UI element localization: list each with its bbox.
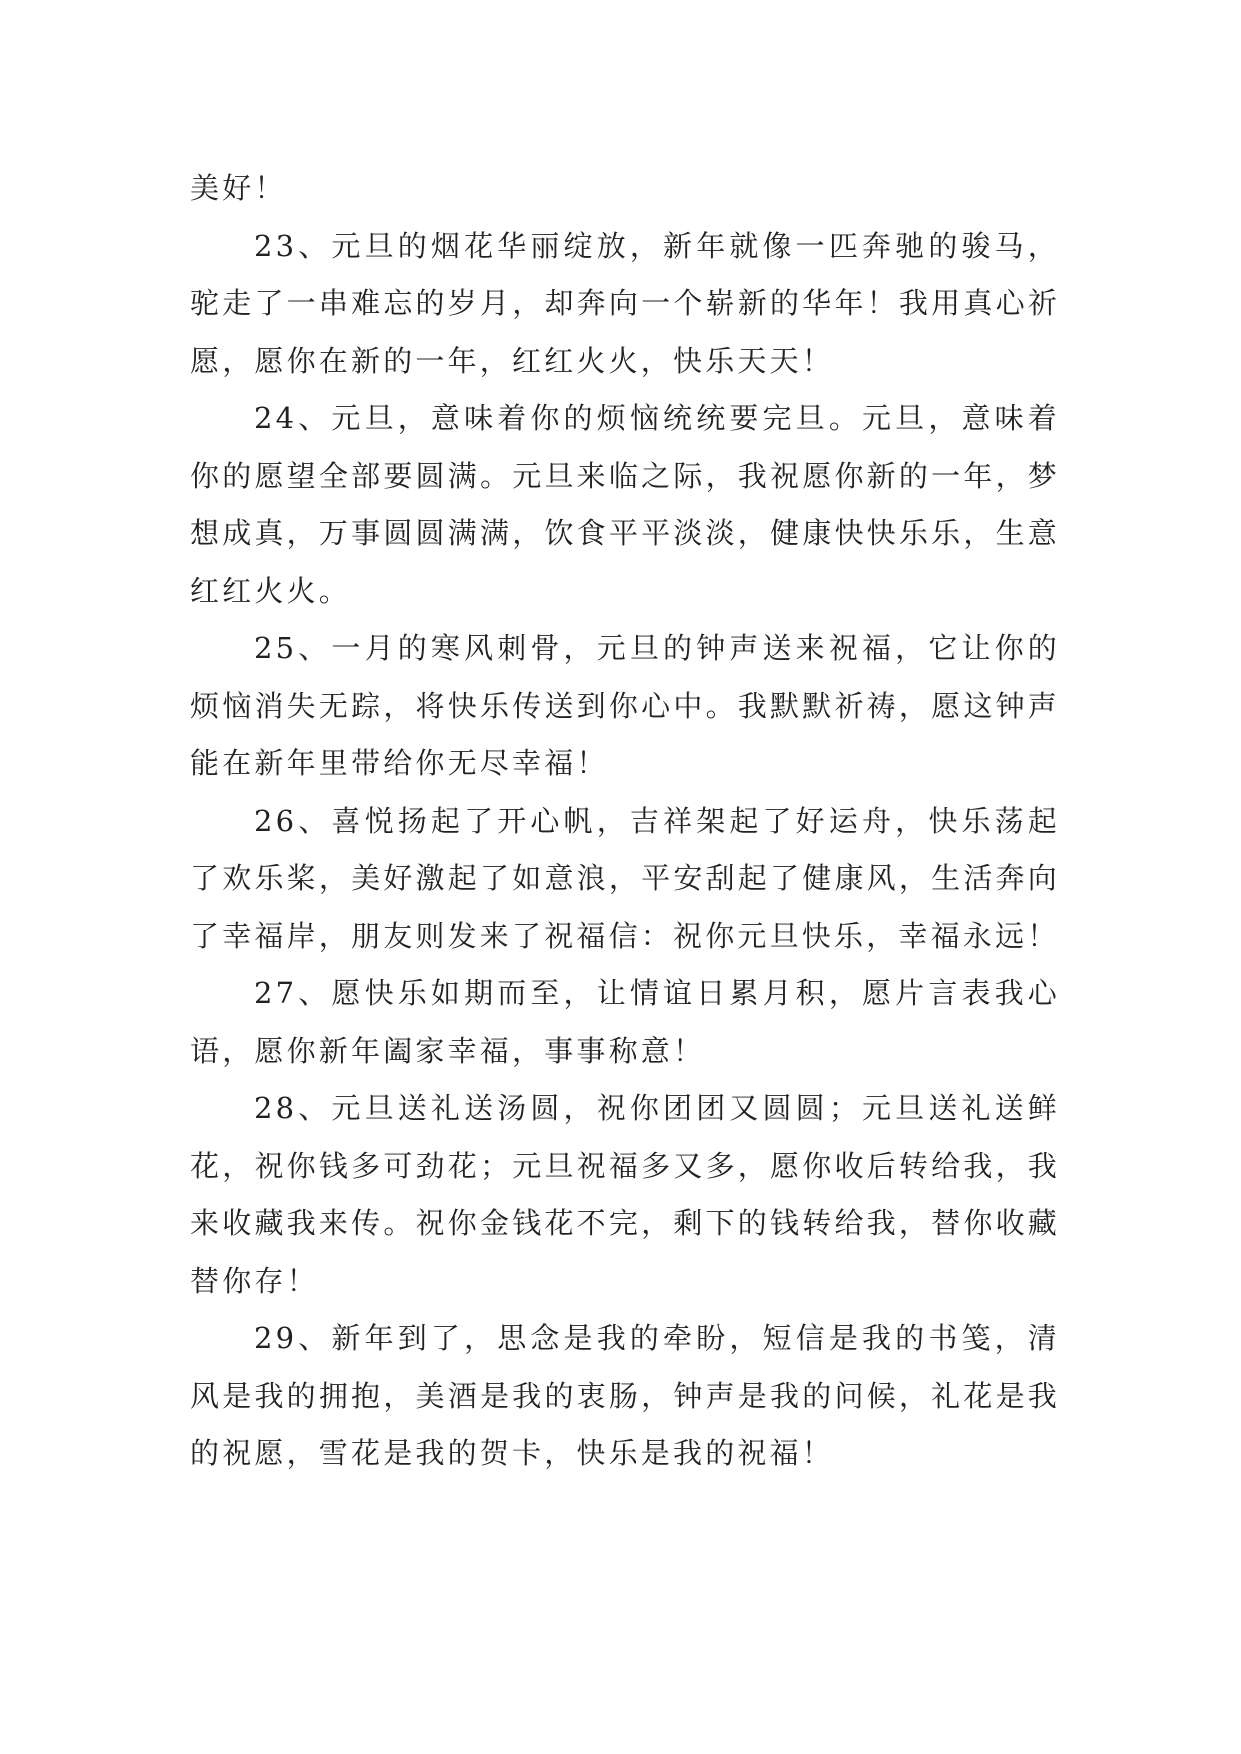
- paragraph-continuation: 美好！: [190, 171, 287, 205]
- paragraph-26: 26、喜悦扬起了开心帆，吉祥架起了好运舟，快乐荡起了欢乐桨，美好激起了如意浪，平安刮起了健康风，生活奔向了幸福岸，朋友则发来了祝福信：祝你元旦快乐，幸福永远！: [190, 803, 1060, 953]
- paragraph-25: 25、一月的寒风刺骨，元旦的钟声送来祝福，它让你的烦恼消失无踪，将快乐传送到你心中。我默默祈祷，愿这钟声能在新年里带给你无尽幸福！: [190, 631, 1060, 780]
- paragraph-28: 28、元旦送礼送汤圆，祝你团团又圆圆；元旦送礼送鲜花，祝你钱多可劲花；元旦祝福多又多，愿你收后转给我，我来收藏我来传。祝你金钱花不完，剩下的钱转给我，替你收藏替你存！: [190, 1091, 1060, 1298]
- document-body: [190, 160, 1060, 1483]
- paragraph-29: 29、新年到了，思念是我的牵盼，短信是我的书笺，清风是我的拥抱，美酒是我的衷肠，钟声是我的问候，礼花是我的祝愿，雪花是我的贺卡，快乐是我的祝福！: [190, 1321, 1060, 1470]
- paragraph-24: 24、元旦，意味着你的烦恼统统要完旦。元旦，意味着你的愿望全部要圆满。元旦来临之际，我祝愿你新的一年，梦想成真，万事圆圆满满，饮食平平淡淡，健康快快乐乐，生意红红火火。: [190, 401, 1060, 608]
- paragraph-23: 23、元旦的烟花华丽绽放，新年就像一匹奔驰的骏马，驼走了一串难忘的岁月，却奔向一个崭新的华年！我用真心祈愿，愿你在新的一年，红红火火，快乐天天！: [190, 228, 1060, 378]
- paragraph-27: 27、愿快乐如期而至，让情谊日累月积，愿片言表我心语，愿你新年阖家幸福，事事称意！: [190, 976, 1060, 1068]
